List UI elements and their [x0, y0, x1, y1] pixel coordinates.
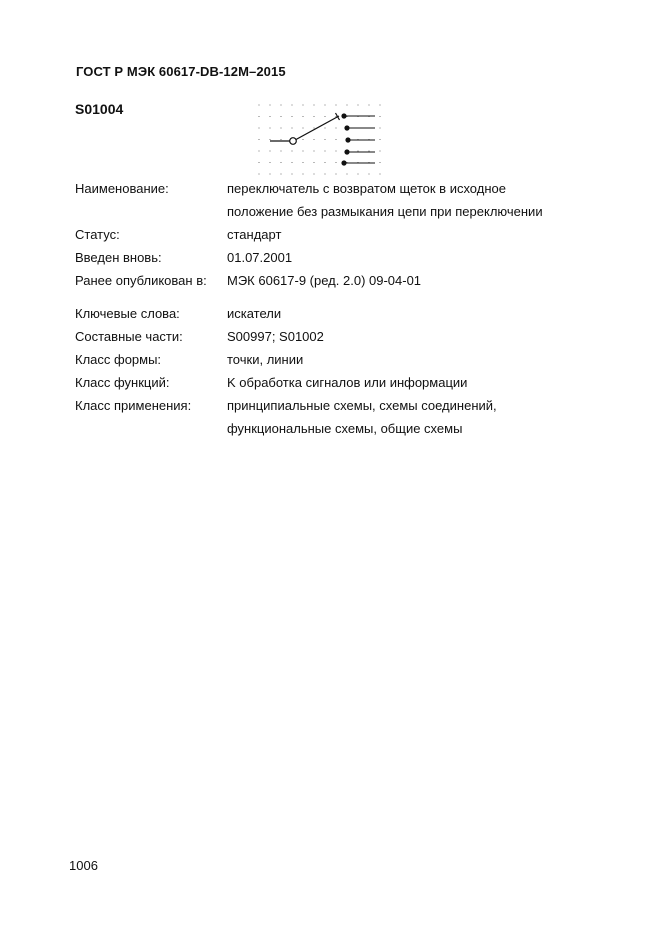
switch-symbol-diagram [255, 100, 391, 176]
introduced-label: Введен вновь: [75, 250, 162, 265]
parts-value: S00997; S01002 [227, 329, 324, 344]
function-class-value: K обработка сигналов или информации [227, 375, 468, 390]
keywords-value: искатели [227, 306, 282, 321]
introduced-value: 01.07.2001 [227, 250, 293, 265]
page-number: 1006 [69, 858, 98, 873]
form-class-value: точки, линии [227, 352, 304, 367]
application-class-value-line1: принципиальные схемы, схемы соединений, [227, 398, 497, 413]
form-class-label: Класс формы: [75, 352, 162, 367]
function-class-label: Класс функций: [75, 375, 170, 390]
published-label: Ранее опубликован в: [75, 273, 207, 288]
application-class-label: Класс применения: [75, 398, 192, 413]
document-header: ГОСТ Р МЭК 60617-DB-12M–2015 [76, 64, 286, 79]
application-class-value-line2: функциональные схемы, общие схемы [227, 421, 463, 436]
status-label: Статус: [75, 227, 120, 242]
published-value: МЭК 60617-9 (ред. 2.0) 09-04-01 [227, 273, 422, 288]
symbol-code: S01004 [75, 101, 124, 117]
name-value-line1: переключатель с возвратом щеток в исходное [227, 181, 506, 196]
name-value-line2: положение без размыкания цепи при переключении [227, 204, 543, 219]
parts-label: Составные части: [75, 329, 183, 344]
status-value: стандарт [227, 227, 282, 242]
keywords-label: Ключевые слова: [75, 306, 180, 321]
name-label: Наименование: [75, 181, 169, 196]
